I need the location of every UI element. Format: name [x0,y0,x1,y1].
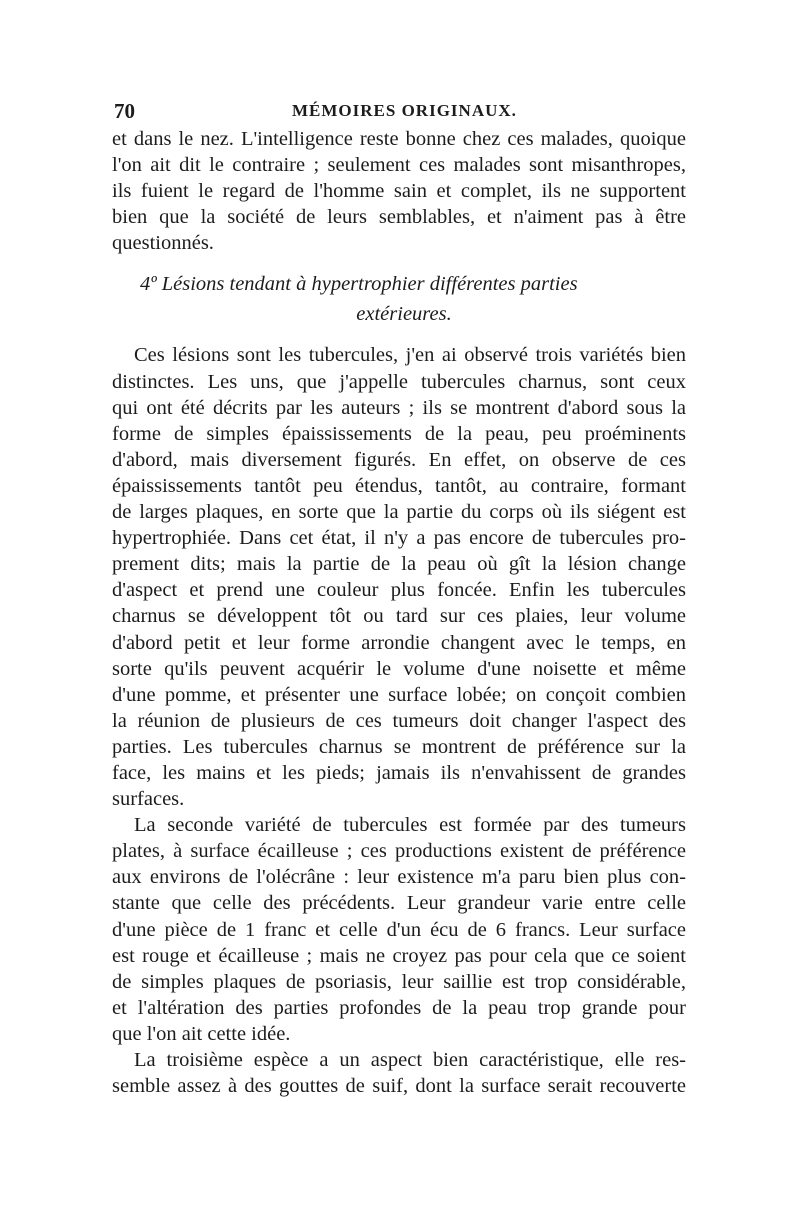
spacer [112,256,686,269]
text-line: d'abord, mais diversement figurés. En effet, on observe de ces [112,448,686,471]
text-line: ils fuient le regard de l'homme sain et complet, ils ne supportent [112,180,686,203]
text-line: questionnés. [112,232,214,255]
paragraph-4 [112,1047,686,1099]
section-heading [112,269,686,329]
text-line: La troisième espèce a un aspect bien caractéristique, elle res- [134,1049,686,1071]
text-line: distinctes. Les uns, que j'appelle tubercules charnus, sont ceux [112,370,686,393]
text-line: prement dits; mais la partie de la peau où gît la lésion change [112,553,686,576]
text-line: sorte qu'ils peuvent acquérir le volume d'une noisette et même [112,657,686,680]
text-line: hypertrophiée. Dans cet état, il n'y a pas encore de tubercules pro- [112,527,686,550]
text-line: la réunion de plusieurs de ces tumeurs doit changer l'aspect des [112,709,686,732]
text-line: d'une pièce de 1 franc et celle d'un écu de 6 francs. Leur surface [112,918,686,941]
text-line: l'on ait dit le contraire ; seulement ces malades sont misanthropes, [112,154,686,177]
text-line: et dans le nez. L'intelligence reste bonne chez ces malades, quoique [112,128,686,150]
text-line: face, les mains et les pieds; jamais ils n'envahissent de grandes [112,761,686,784]
text-line: plates, à surface écailleuse ; ces productions existent de préférence [112,840,686,863]
section-heading-line: extérieures. [356,303,452,326]
text-line: de larges plaques, en sorte que la partie du corps où ils siégent est [112,501,686,524]
running-title: MÉMOIRES ORIGINAUX. [292,101,517,120]
text-line: aux environs de l'olécrâne : leur existence m'a paru bien plus con- [112,866,686,889]
section-heading-line: 4º Lésions tendant à hypertrophier différentes parties [140,273,578,296]
paragraph-2 [112,342,686,812]
text-line: stante que celle des précédents. Leur grandeur varie entre celle [112,892,686,915]
text-line: et l'altération des parties profondes de la peau trop grande pour [112,996,686,1019]
text-line: d'aspect et prend une couleur plus foncée. Enfin les tubercules [112,579,686,602]
paragraph-3 [112,812,686,1047]
text-line: Ces lésions sont les tubercules, j'en ai observé trois variétés bien [134,344,686,367]
text-line: La seconde variété de tubercules est formée par des tumeurs [134,814,686,837]
text-line: d'abord petit et leur forme arrondie changent avec le temps, en [112,631,686,654]
page-body [112,126,686,1099]
paragraph-1 [112,126,686,256]
text-line: qui ont été décrits par les auteurs ; ils se montrent d'abord sous la [112,396,686,419]
document-page [112,96,686,1099]
text-line: forme de simples épaississements de la peau, peu proéminents [112,422,686,445]
spacer [112,329,686,342]
text-line: charnus se développent tôt ou tard sur ces plaies, leur volume [112,605,686,628]
text-line: semble assez à des gouttes de suif, dont la surface serait recouverte [112,1075,686,1098]
text-line: de simples plaques de psoriasis, leur saillie est trop considérable, [112,970,686,993]
text-line: est rouge et écailleuse ; mais ne croyez pas pour cela que ce soient [112,944,686,967]
text-line: d'une pomme, et présenter une surface lobée; on conçoit combien [112,683,686,706]
text-line: bien que la société de leurs semblables, et n'aiment pas à être [112,206,686,229]
text-line: que l'on ait cette idée. [112,1022,291,1045]
text-line: épaississements tantôt peu étendus, tantôt, au contraire, formant [112,474,686,497]
running-head [112,96,686,126]
text-line: surfaces. [112,788,185,811]
page-number: 70 [114,99,135,123]
text-line: parties. Les tubercules charnus se montrent de préférence sur la [112,735,686,758]
